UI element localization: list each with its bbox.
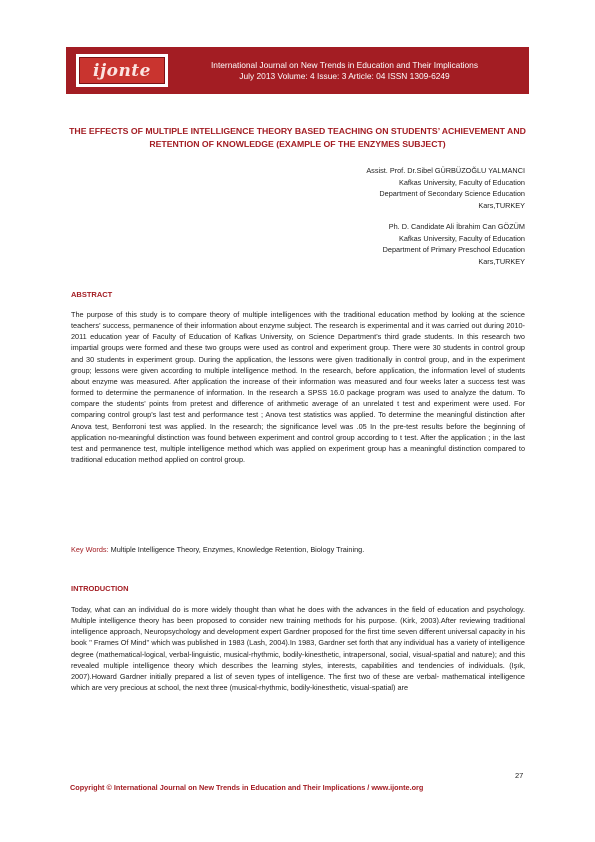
author-department: Department of Primary Preschool Education bbox=[382, 245, 525, 254]
author-location: Kars,TURKEY bbox=[478, 200, 525, 210]
abstract-heading: ABSTRACT bbox=[71, 290, 113, 299]
author-name: Ph. D. Candidate Ali İbrahim Can GÖZÜM bbox=[388, 222, 525, 231]
author-2 bbox=[366, 221, 525, 267]
logo-text: ijonte bbox=[93, 60, 151, 81]
authors bbox=[366, 165, 525, 277]
page-number: 27 bbox=[515, 771, 524, 780]
copyright-footer: Copyright © International Journal on New Trends in Education and Their Implications / www.ijonte.org bbox=[70, 783, 424, 792]
author-1 bbox=[366, 165, 525, 211]
author-affiliation: Kafkas University, Faculty of Education bbox=[399, 177, 525, 187]
paper-title: THE EFFECTS OF MULTIPLE INTELLIGENCE THEORY BASED TEACHING ON STUDENTS’ ACHIEVEMENT AND RETENTION OF KNOWLEDGE (EXAMPLE OF THE ENZYMES SUBJECT) bbox=[69, 126, 526, 149]
introduction-heading: INTRODUCTION bbox=[71, 584, 129, 593]
abstract-text: The purpose of this study is to compare theory of multiple intelligences with the traditional education method by looking at the science teachers’ success, permanence of their information about enzyme subject. The research is experimental and it was carried out during 2010-2011 education year of Faculty of Education of Kafkas University, on Science Department’s third grade students. In this research two impartial groups were formed and these two groups were used as control and experiment group. There were 30 students in control group and 30 students in experiment group. During the application, the lessons were given traditionally in control group, and in the experiment group; lessons were given according to multiple intelligence method. In the research, before application, the information level of students about enzyme was measured. After application the increase of their information was measured and four weeks later a success test was formed to determine the permanence of information. In the research a SPSS 16.0 package program was used to analyze the datum. To compare the students’ points from pretest and difference of arithmetic average of an unrelated t test and experiment were used. For comparing control group’s last test and performance test ; Anova test statistics was applied. To determine the meaningful distinction after Anova test, Benforroni test was applied. In the research; the significance level was .05 In the pre-test results before the beginning of application no-meaningful distinction was found between experiment and control group according to t test. After the application ; in the last test and permanence test, multiple intelligence method which was applied on experiment group has a meaningful distinction compared to traditional education method applied on control group. bbox=[71, 310, 525, 465]
journal-info bbox=[168, 60, 529, 82]
author-name: Assist. Prof. Dr.Sibel GÜRBÜZOĞLU YALMANCI bbox=[366, 166, 525, 175]
author-affiliation: Kafkas University, Faculty of Education bbox=[399, 233, 525, 243]
journal-name: International Journal on New Trends in Education and Their Implications bbox=[210, 59, 479, 70]
keywords bbox=[71, 545, 364, 554]
introduction-text: Today, what can an individual do is more widely thought than what he does with the advances in the field of education and psychology. Multiple intelligence theory has been proposed to consider new training methods for his purpose. (Kirk, 2003).After reviewing traditional intelligence approach, Neuropsychology and development expert Gardner proposed for the first time seven different universal capacity in his book ’’ Frames Of Mind’’ which was published in 1983 (Lash, 2004).In 1983, Gardner set forth that any individual has a variety of intelligence degree (mathematical-logical, verbal-linguistic, musical-rhythmic, bodily-kinesthetic, intrapersonal, social, visual-spatial and nature); and this revealed multiple intelligence theory which describes the learning styles, interests, capabilities and tendencies of individuals. (Işık, 2007).Howard Gardner initially prepared a list of seven types of intelligence. The first two of these are verbal- mathematical intelligence which are very precious at school, the next three (musical-rhythmic, bodily-kinesthetic, visual-spatial) are bbox=[71, 605, 525, 693]
keywords-text: Multiple Intelligence Theory, Enzymes, Knowledge Retention, Biology Training. bbox=[108, 545, 365, 554]
author-department: Department of Secondary Science Education bbox=[379, 189, 525, 198]
issue-line: July 2013 Volume: 4 Issue: 3 Article: 04 ISSN 1309-6249 bbox=[239, 70, 450, 81]
keywords-label: Key Words: bbox=[71, 545, 109, 554]
journal-logo bbox=[76, 54, 168, 87]
journal-banner bbox=[66, 47, 529, 94]
author-location: Kars,TURKEY bbox=[478, 256, 525, 266]
